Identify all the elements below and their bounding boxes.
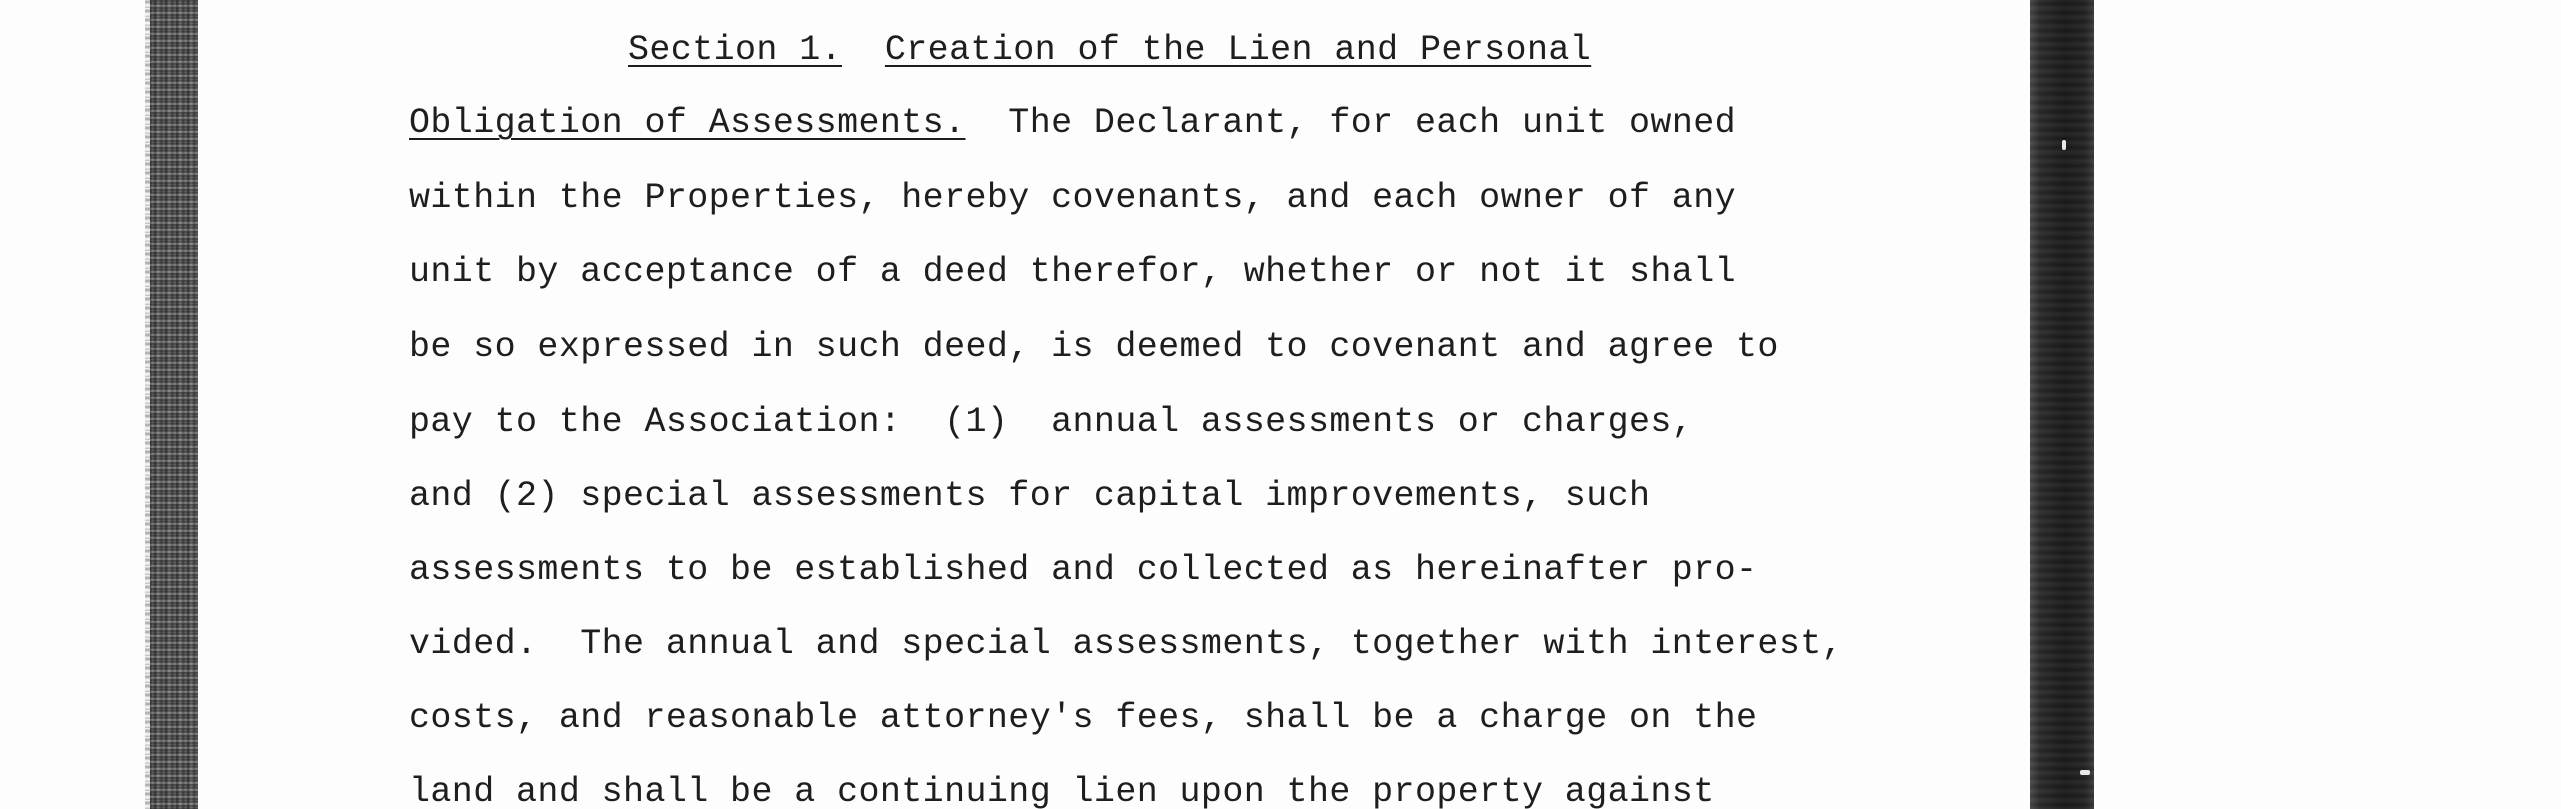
section-label: Section 1. <box>628 30 843 70</box>
binding-edge <box>150 0 198 809</box>
paragraph-line: costs, and reasonable attorney's fees, shall be a charge on the <box>409 698 1758 738</box>
scan-speck <box>2080 770 2090 775</box>
section-heading-continuation <box>409 103 1736 143</box>
paragraph-line: land and shall be a continuing lien upon the property against <box>409 772 1715 809</box>
paragraph-line: pay to the Association: (1) annual assessments or charges, <box>409 402 1694 442</box>
section-heading-line <box>628 30 1591 70</box>
scan-speck <box>2062 140 2066 150</box>
section-title-continued: Obligation of Assessments. <box>409 103 966 143</box>
paragraph-line: assessments to be established and collected as hereinafter pro- <box>409 550 1758 590</box>
paragraph-first-line: The Declarant, for each unit owned <box>965 103 1737 143</box>
scanner-shadow-bar <box>2030 0 2094 809</box>
paragraph-line: unit by acceptance of a deed therefor, whether or not it shall <box>409 252 1737 292</box>
paragraph-line: within the Properties, hereby covenants, and each owner of any <box>409 178 1737 218</box>
paragraph-line: and (2) special assessments for capital improvements, such <box>409 476 1651 516</box>
section-title: Creation of the Lien and Personal <box>884 30 1592 70</box>
paragraph-line: vided. The annual and special assessments, together with interest, <box>409 624 1844 664</box>
paragraph-line: be so expressed in such deed, is deemed to covenant and agree to <box>409 327 1779 367</box>
